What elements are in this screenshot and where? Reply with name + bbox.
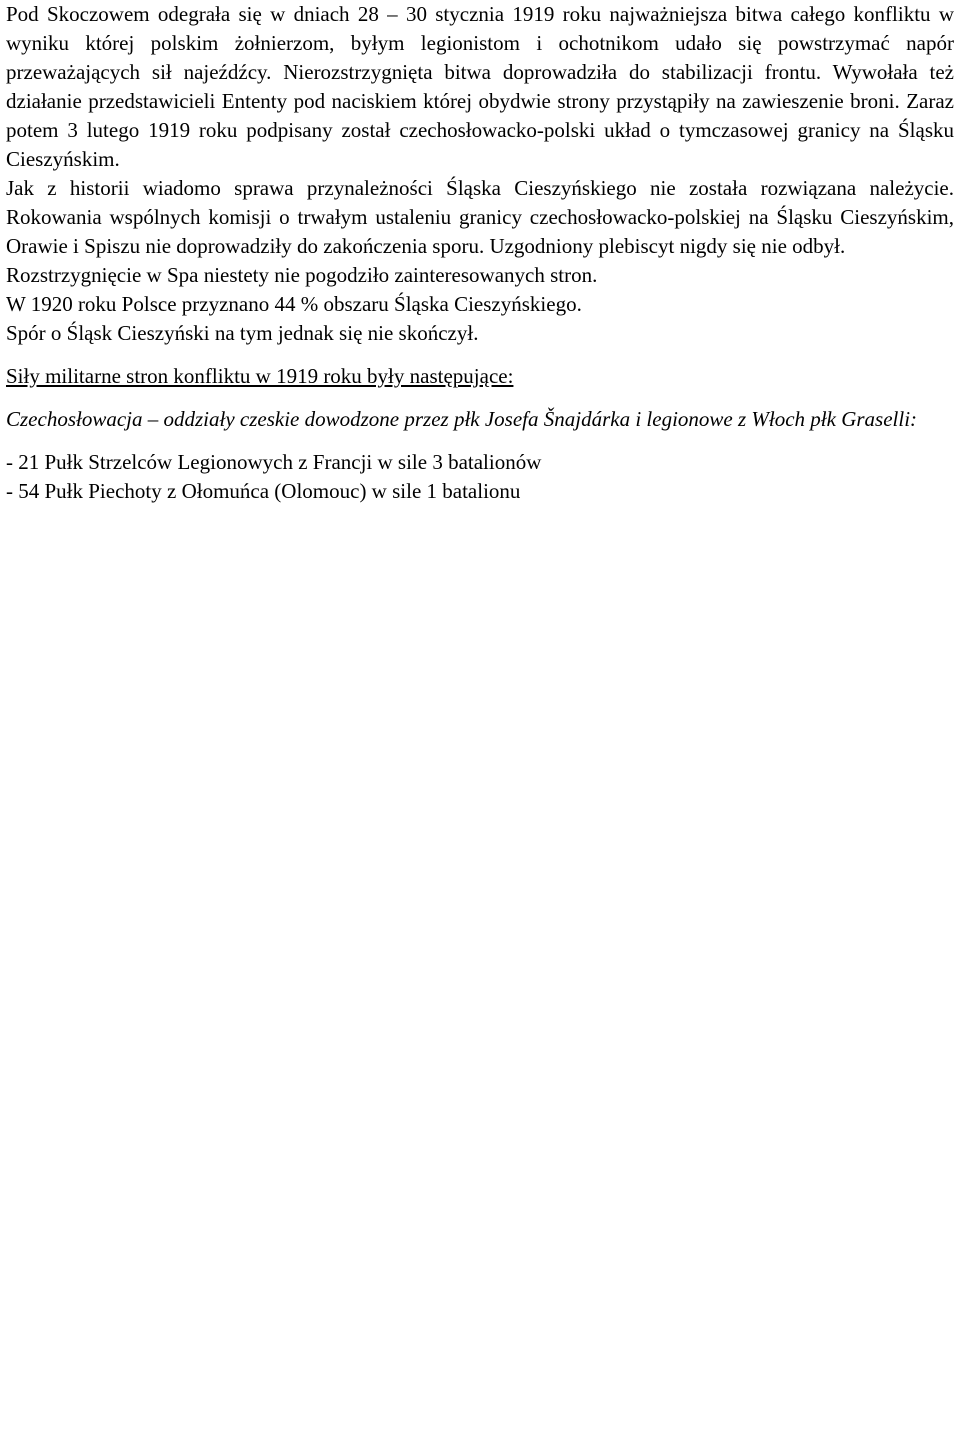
spacer — [6, 391, 954, 405]
spacer — [6, 348, 954, 362]
list-item: - 21 Pułk Strzelców Legionowych z Francji w sile 3 batalionów — [6, 450, 542, 474]
list-item: - 54 Pułk Piechoty z Ołomuńca (Olomouc) w sile 1 batalionu — [6, 479, 521, 503]
czech-forces-heading: Czechosłowacja – oddziały czeskie dowodzone przez płk Josefa Šnajdárka i legionowe z Włoch płk Graselli: — [6, 407, 918, 431]
section-heading — [6, 362, 954, 391]
paragraph-spa: Rozstrzygnięcie w Spa niestety nie pogodziło zainteresowanych stron. — [6, 263, 598, 287]
paragraph-division: W 1920 roku Polsce przyznano 44 % obszaru Śląska Cieszyńskiego. — [6, 292, 582, 316]
section-heading-text: Siły militarne stron konfliktu w 1919 roku były następujące: — [6, 364, 514, 388]
unit-list — [6, 448, 954, 506]
paragraph-dispute: Spór o Śląsk Cieszyński na tym jednak się nie skończył. — [6, 321, 479, 345]
spacer — [6, 434, 954, 448]
paragraph-skoczow: Pod Skoczowem odegrała się w dniach 28 – 30 stycznia 1919 roku najważniejsza bitwa całego konfliktu w wyniku której polskim żołnierzom, byłym legionistom i ochotnikom udało się powstrzymać napór przeważających sił najeźdźcy. Nierozstrzygnięta bitwa doprowadziła do stabilizacji frontu. Wywołała też działanie przedstawicieli Ententy pod naciskiem której obydwie strony przystąpiły na zawieszenie broni. Zaraz potem 3 lutego 1919 roku podpisany został czechosłowacko-polski układ o tymczasowej granicy na Śląsku Cieszyńskim. — [6, 2, 954, 171]
paragraph-plebiscite: Jak z historii wiadomo sprawa przynależności Śląska Cieszyńskiego nie została rozwiązana należycie. Rokowania wspólnych komisji o trwałym ustaleniu granicy czechosłowacko-polskiej na Śląsku Cieszyńskim, Orawie i Spiszu nie doprowadziły do zakończenia sporu. Uzgodniony plebiscyt nigdy się nie odbył. — [6, 176, 954, 258]
